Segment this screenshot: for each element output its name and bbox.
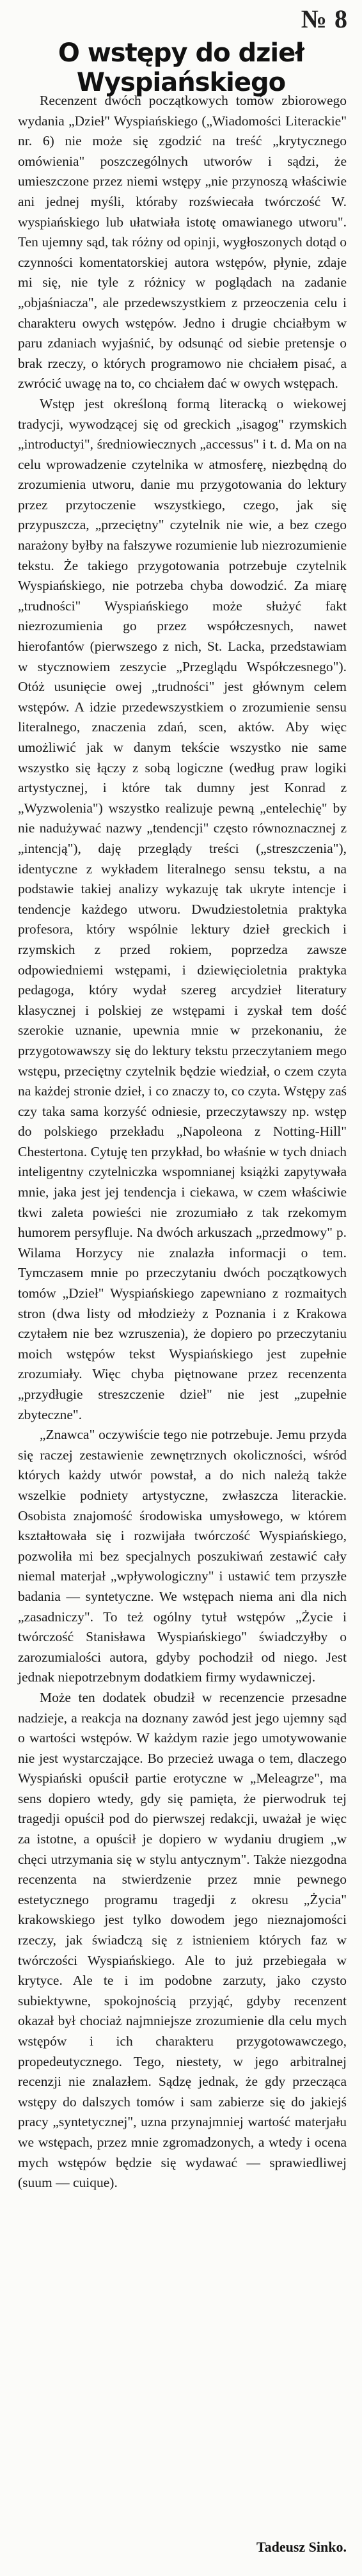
author-signature: Tadeusz Sinko. [256, 2539, 347, 2555]
article-paragraph: Wstęp jest określoną formą literacką o wiekowej tradycji, wywodzącej się od greckich „isagog" rzymskich „introductyi", średniowiecznych „accessus" i t. d. Ma on na celu wprowadzenie czytelnika w atmosferę, niezbędną do zrozumienia utworu, danie mu przygotowania do lektury przez przytoczenie wszystkiego, czego, jak się przypuszcza, „przeciętny" czytelnik nie wie, a bez czego narażony byłby na fałszywe rozumienie lub niezrozumienie tekstu. Że takiego przygotowania potrzebuje czytelnik Wyspiańskiego, nie potrzeba chyba dowodzić. Za miarę „trudności" Wyspiańskiego może służyć fakt niezrozumienia go przez współczesnych, nawet hierofantów (pierwszego z nich, St. Lacka, przedstawiam w stycznowiem zeszycie „Przeglądu Współczesnego"). Otóż usunięcie owej „trudności" jest głównym celem wstępów. A idzie przedewszystkiem o zrozumienie sensu literalnego, znaczenia zdań, scen, aktów. Aby więc umożliwić jak w danym tekście wszystko nie same wszystko się łączy z sobą logiczne (według praw logiki artystycznej, i które tak dumny jest Konrad z „Wyzwolenia") wszystko realizuje pewną „entelechię" by nie nadużywać nazwy „tendencji" często równoznacznej z „intencją"), daję przeglądy treści („streszczenia"), identyczne z wykładem literalnego sensu tekstu, a na podstawie takiej analizy wykazuję tak ukryte intencje i tendencje każdego utworu. Dwudziestoletnia praktyka profesora, który wspólnie lektury dzieł greckich i rzymskich z przed rokiem, poprzedza zawsze odpowiedniemi wstępami, i dziewięcioletnia praktyka pedagoga, który wydał szereg arcydzieł literatury klasycznej i polskiej ze wstępami i zyskał tem dość szerokie uznanie, upewnia mnie w przekonaniu, że przygotowawszy się do lektury tekstu przeczytaniem mego wstępu, przeciętny czytelnik będzie wiedział, o czem czyta na każdej stronie dzieł, i co znaczy to, co czyta. Wstępy zaś czy taka sama korzyść odniesie, przeczytawszy np. wstęp do polskiego przekładu „Napoleona z Notting-Hill" Chestertona. Cytuję ten przykład, bo właśnie w tych dniach inteligentny czytelniczka wspomnianej książki zapytywała mnie, jaka jest jej tendencja i ciekawa, w czem właściwie tkwi zaleta powieści nie zrozumiało z tak rzekomym humorem persyfluje. Na dwóch arkuszach „przedmowy" p. Wilama Horzycy nie znalazła informacji o tem. Tymczasem mnie po przeczytaniu dwóch początkowych tomów „Dzieł" Wyspiańskiego zapewniano z rozmaitych stron (dwa listy od młodzieży z Poznania i z Krakowa czytałem nie bez wzruszenia), że dopiero po przeczytaniu moich wstępów tekst Wyspiańskiego jest zupełnie zrozumiały. Więc chyba piętnowane przez recenzenta „przydługie streszczenie dzieł" nie jest „zupełnie zbyteczne". [18, 395, 347, 1422]
issue-number: № 8 [301, 4, 348, 33]
article-title: O wstępy do dzieł Wyspiańskiego [58, 38, 304, 97]
article-paragraph: Recenzent dwóch początkowych tomów zbiorowego wydania „Dzieł" Wyspiańskiego („Wiadomości Literackie" nr. 6) nie może się zgodzić na treść „krytycznego omówienia" poszczególnych utworów i sądzi, że umieszczone przez niemi wstępy „nie przynoszą właściwie ani jednej myśli, któraby rozświecała twórczość W. wyspiańskiego lub ułatwiała istotę omawianego utworu". Ten ujemny sąd, tak różny od opinji, wygłoszonych dotąd o czynności komentatorskiej autora wstępów, płynie, zdaje mi się, nie tyle z różnicy w poglądach na zadanie „objaśniacza", ale przedewszystkiem z przeoczenia celu i charakteru owych wstępów. Jedno i drugie chciałbym w paru zdaniach wyjaśnić, by odsunąć od siebie pretensje o brak rzeczy, o których programowo nie chciałem pisać, a zwrócić uwagę na to, co chciałem dać w owych wstępach. [18, 93, 347, 392]
article-paragraph: „Znawca" oczywiście tego nie potrzebuje. Jemu przyda się raczej zestawienie zewnętrznych okoliczności, wśród których każdy utwór powstał, a do nich należą także wszelkie podniety artystyczne, zwłaszcza literackie. Osobista znajomość środowiska umysłowego, w którem kształtowała się i rozwijała twórczość Wyspiańskiego, pozwoliła mi bez specjalnych poszukiwań zestawić cały niemal materjał „wpływologiczny" i ustawić tem przyszłe badania — syntetyczne. We wstępach niema ani dla nich „zasadniczy". To też ogólny tytuł wstępów „Życie i twórczość Stanisława Wyspiańskiego" świadczyłby o zarozumialości autora, gdyby pochodził od niego. Jest jednak niepotrzebnym dodatkiem firmy wydawniczej. [18, 1427, 347, 1685]
article-body [18, 91, 347, 2193]
article-paragraph: Może ten dodatek obudził w recenzencie przesadne nadzieje, a reakcja na doznany zawód jest jego ujemny sąd o wartości wstępów. W każdym razie jego umotywowanie nie jest wystarczające. Bo przecież uwaga o tem, dlaczego Wyspiański opuścił partie erotyczne w „Meleagrze", ma sens dopiero wtedy, gdy się pamięta, że pierwodruk tej tragedji opuścił pod do pierwszej redakcji, uważał je więc za istotne, a opuścił je dopiero w wydaniu drugiem „w chęci utrzymania się w stylu antycznym". Także niezgodna recenzenta na stwierdzenie przez mnie pewnego estetycznego programu tragedji z okresu „Życia" krakowskiego jest tylko dowodem jego nieznajomości rzeczy, jak świadczą się z istnieniem których faz w twórczości Wyspiańskiego. Ale to już przebiegała w krytyce. Ale te i im podobne zarzuty, jako czysto subiektywne, spokojnością przyjąć, gdyby recenzent okazał był chociaż najmniejsze zrozumienie dla celu mych wstępów i ich charakteru przygotowawczego, propedeutycznego. Tego, niestety, w jego arbitralnej recenzji nie znalazłem. Sądzę jednak, że gdy przecząca wstępy do dalszych tomów i sam zabierze się do jakiejś pracy „syntetycznej", uzna przynajmniej wartość materjału we wstępach, przez mnie zgromadzonych, a wtedy i ocena mych wstępów będzie się wydawać — sprawiedliwej (suum — cuique). [18, 1689, 347, 2191]
